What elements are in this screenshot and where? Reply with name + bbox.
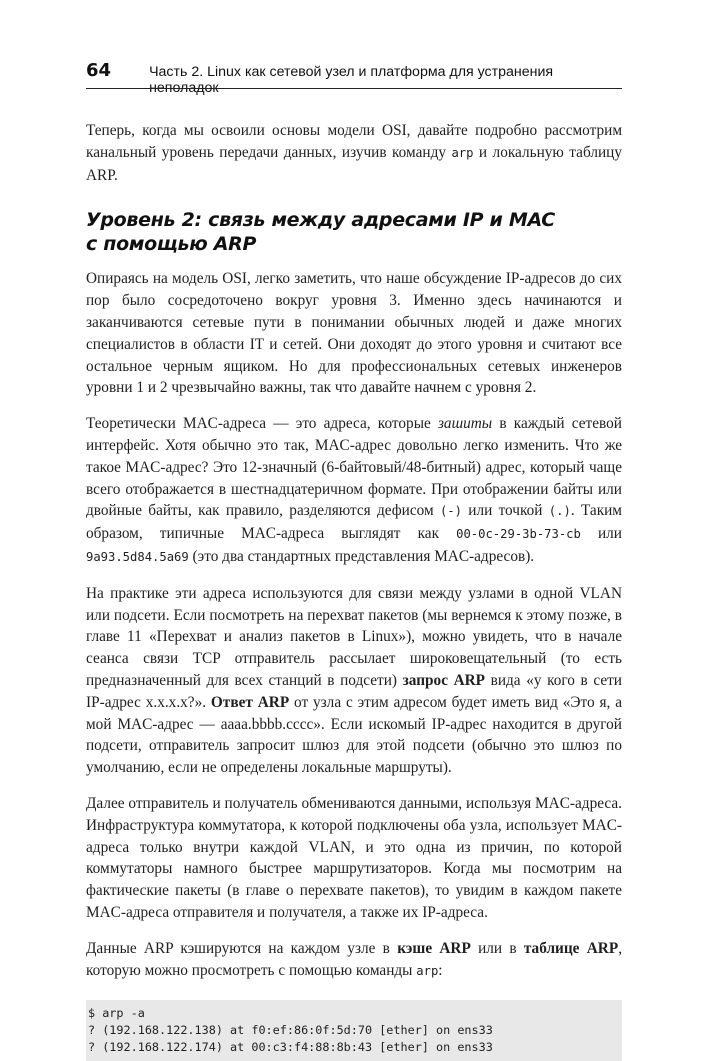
- p3-text-c: от узла с этим адресом будет иметь вид «Это я, а мой MAC-адрес — aaaa.bbbb.cccc». Если искомый IP-адрес находится в другой подсети, отправитель запросит шлюз для этой подсети (обычно это шлюз по умолчанию, если не определены локальные маршруты).: [86, 693, 622, 777]
- page-body: [86, 120, 622, 1061]
- page-number: 64: [86, 60, 112, 81]
- paragraph-1: Опираясь на модель OSI, легко заметить, что наше обсуждение IP-адресов до сих пор было сосредоточено вокруг уровня 3. Именно здесь начинаются и заканчиваются сетевые пути в понимании обычных людей и даже многих специалистов в области IT и сетей. Они доходят до этого уровня и считают все остальное черным ящиком. Но для профессиональных сетевых инженеров уровни 1 и 2 чрезвычайно важны, так что давайте начнем с уровня 2.: [86, 270, 622, 397]
- paragraph-3: [86, 583, 622, 779]
- paragraph-4: Далее отправитель и получатель обмениваются данными, используя MAC-адреса. Инфраструктура коммутатора, к которой подключены оба узла, использует MAC-адреса только внутри каждой VLAN, и это одна из причин, по которой коммутаторы намного быстрее маршрутизаторов. Когда мы посмотрим на фактические пакеты (в главе о перехвате пакетов), то увидим в каждом пакете MAC-адреса отправителя и получателя, а также их IP-адреса.: [86, 794, 622, 921]
- inline-code-arp-2: arp: [416, 963, 439, 978]
- intro-text-1: Теперь, когда мы освоили основы модели OSI, давайте подробно рассмотрим канальный уровень передачи данных, изучив команду: [86, 122, 622, 161]
- paragraph-5: [86, 938, 622, 983]
- p5-bold-arp-cache: кэше ARP: [397, 939, 471, 957]
- p3-bold-arp-request: запрос ARP: [402, 671, 486, 689]
- p5-bold-arp-table: таблице ARP: [523, 939, 619, 957]
- section-heading-line-2: с помощью ARP: [86, 233, 257, 256]
- section-heading-line-1: Уровень 2: связь между адресами IP и MAC: [86, 209, 555, 232]
- p2-text-e: или: [580, 525, 622, 543]
- running-title: Часть 2. Linux как сетевой узел и платформа для устранения неполадок: [149, 64, 554, 96]
- page-header: [86, 60, 622, 96]
- p3-bold-arp-reply: Ответ ARP: [210, 693, 290, 711]
- p2-text-d: . Таким образом, типичные MAC-адреса выглядят как: [86, 502, 622, 543]
- p5-text-a: Данные ARP кэшируются на каждом узле в: [86, 939, 398, 957]
- code-line: ? (192.168.122.174) at 00:c3:f4:88:8b:43 [ether] on ens33: [88, 1040, 493, 1055]
- header-rule: [86, 88, 622, 89]
- p3-text-b: вида «у кого в сети IP-адрес x.x.x.x?».: [86, 671, 622, 711]
- p2-emphasis: зашиты: [437, 415, 493, 433]
- intro-text-2: и локальную таблицу ARP.: [86, 143, 623, 184]
- inline-code-mac-1: 00-0c-29-3b-73-cb: [456, 527, 581, 542]
- p2-text-a: Теоретически MAC-адреса — это адреса, которые: [86, 415, 438, 433]
- inline-code-arp: arp: [451, 145, 474, 160]
- p5-text-d: :: [438, 961, 443, 979]
- inline-code-mac-2: 9a93.5d84.5a69: [86, 549, 189, 564]
- p2-text-b: в каждый сетевой интерфейс. Хотя обычно это так, MAC-адрес довольно легко изменить. Что же такое MAC-адрес? Это 12-значный (6-байтовый/48-битный) адрес, который чаще всего отображается в шестнадцатеричном формате. При отображении байты или двойные байты, как правило, разделяются дефисом: [86, 415, 622, 520]
- code-line: ? (192.168.122.138) at f0:ef:86:0f:5d:70 [ether] on ens33: [88, 1023, 493, 1038]
- p5-text-b: или в: [470, 939, 524, 957]
- p2-text-c: или точкой: [461, 502, 549, 520]
- p5-text-c: , которую можно просмотреть с помощью команды: [86, 939, 623, 979]
- section-heading: [86, 208, 622, 256]
- p3-text-a: На практике эти адреса используются для связи между узлами в одной VLAN или подсети. Если посмотреть на перехват пакетов (мы вернемся к этому позже, в главе 11 «Перехват и анализ пакетов в Linux»), можно увидеть, что в начале сеанса связи TCP отправитель рассылает широковещательный (то есть предназначенный для всех станций в подсети): [86, 584, 622, 689]
- code-line: $ arp -a: [88, 1006, 145, 1021]
- paragraph-2: [86, 413, 622, 569]
- p2-text-f: (это два стандартных представления MAC-адресов).: [188, 547, 535, 565]
- intro-paragraph: [86, 120, 622, 186]
- inline-code-dash: (-): [439, 504, 462, 519]
- code-block: [86, 1000, 622, 1061]
- inline-code-dot: (.): [548, 504, 571, 519]
